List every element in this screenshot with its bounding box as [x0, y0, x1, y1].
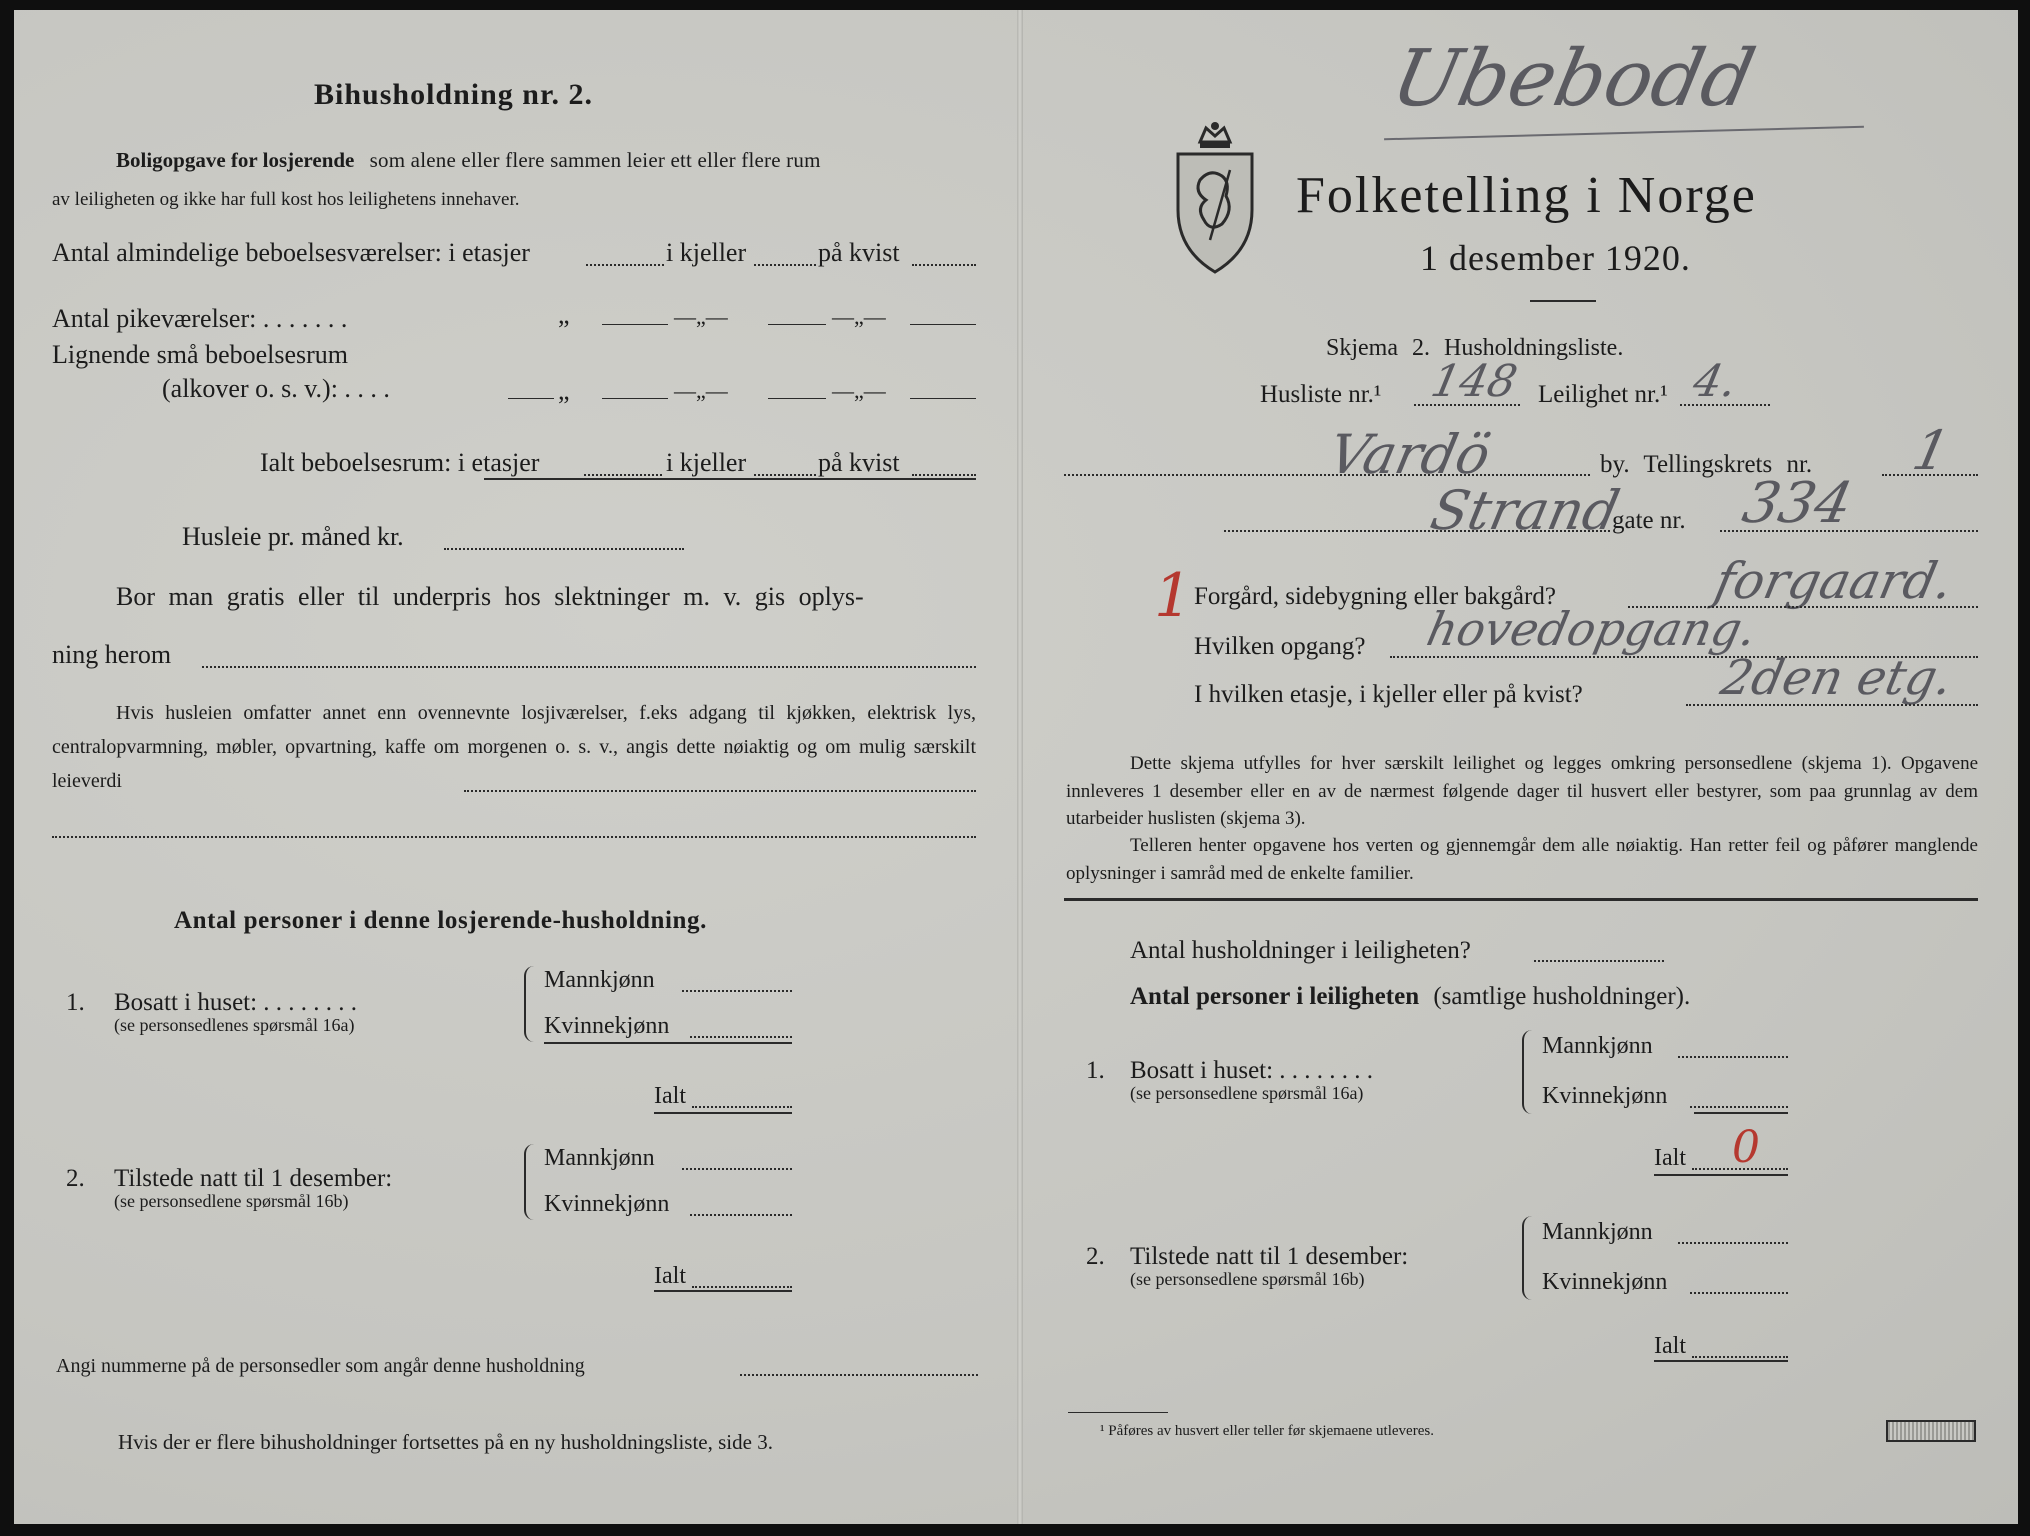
- left-q2-kvinne-label: Kvinnekjønn: [544, 1191, 670, 1217]
- gate-nr-field[interactable]: [1720, 530, 1978, 532]
- left-q1-label: Bosatt i huset: . . . . . . . .: [114, 989, 358, 1016]
- left-q1-ialt-label: Ialt: [654, 1083, 686, 1109]
- husliste-label: Husliste nr.¹: [1260, 381, 1382, 408]
- ubebodd-handwriting: Ubebodd: [1384, 34, 1763, 124]
- skjema-label: Skjema 2. Husholdningsliste.: [1326, 335, 1624, 361]
- left-q1-mann-label: Mannkjønn: [544, 967, 655, 993]
- left-q1-ialt-field[interactable]: [692, 1106, 792, 1108]
- rooms-kjeller-label: i kjeller: [666, 238, 747, 267]
- ialt-etasjer-field[interactable]: [584, 474, 662, 476]
- right-title: Folketelling i Norge: [1296, 167, 1757, 224]
- alkover-pre-field[interactable]: [508, 398, 554, 399]
- right-q1-mann-field[interactable]: [1678, 1056, 1788, 1058]
- right-q1-sub: (se personsedlene spørsmål 16a): [1130, 1083, 1364, 1103]
- opgang-label: Hvilken opgang?: [1194, 633, 1366, 660]
- page-fold: [1017, 10, 1023, 1524]
- left-q1-kvinne-label: Kvinnekjønn: [544, 1013, 670, 1039]
- left-q2-sub: (se personsedlene spørsmål 16b): [114, 1191, 349, 1211]
- intro-line-1: [116, 150, 821, 171]
- pike-ditto-3: —„—: [832, 304, 886, 329]
- left-q1-mann-field[interactable]: [682, 990, 792, 992]
- left-q2-mann-field[interactable]: [682, 1168, 792, 1170]
- ialt-beboelses-label: Ialt beboelsesrum: i etasjer: [260, 448, 540, 477]
- right-q1-ialt-label: Ialt: [1654, 1145, 1686, 1171]
- left-q2-ialt-underline: [654, 1290, 792, 1292]
- left-q1-brace: [524, 966, 538, 1042]
- antal-hush-field[interactable]: [1534, 960, 1664, 962]
- angi-field[interactable]: [740, 1374, 978, 1376]
- left-q2-kvinne-field[interactable]: [690, 1214, 792, 1216]
- footnote-rule: [1068, 1412, 1168, 1413]
- intro-line-2: av leiligheten og ikke har full kost hos leilighetens innehaver.: [52, 189, 520, 210]
- right-q1-underline: [1694, 1112, 1788, 1114]
- rooms-kvist-field[interactable]: [912, 264, 976, 266]
- red-pencil-mark: 1: [1154, 561, 1193, 631]
- left-q1-underline: [544, 1042, 792, 1044]
- right-q1-ialt-value: 0: [1732, 1122, 1760, 1173]
- rooms-etasjer-field[interactable]: [586, 264, 664, 266]
- leilighet-value: 4.: [1688, 356, 1742, 407]
- krets-value: 1: [1907, 419, 1956, 482]
- right-q1-brace: [1522, 1030, 1536, 1114]
- gate-value: Strand: [1425, 479, 1625, 542]
- alkover-ditto-1: „: [558, 376, 570, 405]
- antal-pers-rest: (samtlige husholdninger).: [1433, 983, 1691, 1010]
- left-q2-ialt-field[interactable]: [692, 1286, 792, 1288]
- left-q2-label: Tilstede natt til 1 desember:: [114, 1165, 393, 1192]
- pike-label: Antal pikeværelser: . . . . . . .: [52, 304, 348, 333]
- ialt-kvist-field[interactable]: [912, 474, 976, 476]
- right-q2-brace: [1522, 1216, 1536, 1300]
- right-q2-mann-field[interactable]: [1678, 1242, 1788, 1244]
- etasje-label: I hvilken etasje, i kjeller eller på kvist?: [1194, 681, 1583, 708]
- pike-ditto-1: „: [558, 300, 570, 329]
- right-q2-ialt-field[interactable]: [1692, 1356, 1788, 1358]
- alkover-etasjer-field[interactable]: [602, 398, 668, 399]
- right-q1-ialt-underline: [1654, 1174, 1788, 1176]
- left-q2-brace: [524, 1144, 538, 1220]
- right-q2-kvinne-field[interactable]: [1690, 1292, 1788, 1294]
- gratis-line-1: Bor man gratis eller til underpris hos slektninger m. v. gis oplys-: [116, 582, 864, 611]
- ialt-kvist-label: på kvist: [818, 448, 900, 477]
- leilighet-field[interactable]: [1680, 404, 1770, 406]
- right-q2-label: Tilstede natt til 1 desember:: [1130, 1243, 1409, 1270]
- extra-line-field[interactable]: [52, 836, 976, 838]
- pike-etasjer-field[interactable]: [602, 324, 668, 325]
- intro-rest: som alene eller flere sammen leier ett eller flere rum: [369, 148, 821, 172]
- forgaard-value: forgaard.: [1709, 552, 1959, 610]
- ialt-underline: [484, 478, 976, 480]
- pike-ditto-2: —„—: [674, 304, 728, 329]
- husleie-field[interactable]: [444, 548, 684, 550]
- rooms-label: Antal almindelige beboelsesværelser: i etasjer: [52, 238, 530, 267]
- left-title: Bihusholdning nr. 2.: [314, 78, 594, 111]
- gate-nr-value: 334: [1737, 471, 1858, 536]
- right-section-rule: [1064, 898, 1978, 901]
- right-q2-ialt-label: Ialt: [1654, 1333, 1686, 1359]
- husleie-label: Husleie pr. måned kr.: [182, 522, 404, 551]
- left-q2-number: 2.: [66, 1165, 85, 1192]
- rooms-kjeller-field[interactable]: [754, 264, 816, 266]
- alkover-label: (alkover o. s. v.): . . . .: [162, 374, 390, 403]
- gratis-line-2: ning herom: [52, 640, 172, 669]
- left-q1-sub: (se personsedlenes spørsmål 16a): [114, 1015, 355, 1035]
- by-krets-label: by. Tellingskrets nr.: [1600, 451, 1813, 478]
- alkover-kvist-field[interactable]: [910, 398, 976, 399]
- gate-field[interactable]: [1224, 530, 1610, 532]
- krets-field[interactable]: [1882, 474, 1978, 476]
- norwegian-coat-of-arms-icon: [1170, 120, 1260, 280]
- husliste-value: 148: [1426, 356, 1522, 407]
- left-q1-kvinne-field[interactable]: [690, 1036, 792, 1038]
- alkover-ditto-3: —„—: [832, 378, 886, 403]
- right-q2-sub: (se personsedlene spørsmål 16b): [1130, 1269, 1365, 1289]
- ialt-kjeller-field[interactable]: [754, 474, 816, 476]
- gratis-field[interactable]: [202, 666, 976, 668]
- lignende-label: Lignende små beboelsesrum: [52, 340, 349, 369]
- pike-kvist-field[interactable]: [910, 324, 976, 325]
- footnote: ¹ Påføres av husvert eller teller før skjemaene utleveres.: [1100, 1423, 1434, 1439]
- alkover-kjeller-field[interactable]: [768, 398, 826, 399]
- etasje-value: 2den etg.: [1716, 650, 1958, 706]
- right-q2-mann-label: Mannkjønn: [1542, 1219, 1653, 1245]
- left-q1-number: 1.: [66, 989, 85, 1016]
- antal-pers-heading: [1130, 984, 1690, 1009]
- rooms-kvist-label: på kvist: [818, 238, 900, 267]
- right-q1-label: Bosatt i huset: . . . . . . . .: [1130, 1057, 1374, 1084]
- hvis-flere-note: Hvis der er flere bihusholdninger fortsettes på en ny husholdningsliste, side 3.: [118, 1430, 773, 1454]
- right-q2-ialt-underline: [1654, 1360, 1788, 1362]
- right-q1-kvinne-field[interactable]: [1690, 1106, 1788, 1108]
- left-q2-ialt-label: Ialt: [654, 1263, 686, 1289]
- left-q2-mann-label: Mannkjønn: [544, 1145, 655, 1171]
- right-q1-mann-label: Mannkjønn: [1542, 1033, 1653, 1059]
- right-q1-ialt-field[interactable]: [1692, 1168, 1788, 1170]
- alkover-ditto-2: —„—: [674, 378, 728, 403]
- right-q1-kvinne-label: Kvinnekjønn: [1542, 1083, 1668, 1109]
- left-antal-heading: Antal personer i denne losjerende-husholdning.: [174, 907, 708, 934]
- etasje-field[interactable]: [1686, 704, 1978, 706]
- ubebodd-stroke: [1384, 126, 1864, 141]
- by-field[interactable]: [1064, 474, 1590, 476]
- left-q1-ialt-underline: [654, 1112, 792, 1114]
- antal-hush-label: Antal husholdninger i leiligheten?: [1130, 937, 1471, 964]
- antal-pers-bold: Antal personer i leiligheten: [1130, 983, 1420, 1010]
- by-value: Vardö: [1323, 423, 1496, 486]
- opgang-value: hovedopgang.: [1422, 602, 1762, 656]
- hvis-paragraph: Hvis husleien omfatter annet enn ovennevnte losjiværelser, f.eks adgang til kjøkken, elektrisk lys, centralopvarmning, møbler, opvartning, kaffe om morgenen o. s. v., angis dette nøiaktig og om mulig særskilt leieverdi: [52, 702, 976, 792]
- printer-stamp: [1886, 1420, 1976, 1442]
- instruction-paragraph: Dette skjema utfylles for hver særskilt leilighet og legges omkring personsedlene (skjema 1). Opgavene innleveres 1 desember eller en av de nærmest følgende dager til husvert eller bestyrer, som paa grunnlag av dem utarbeider huslisten (skjema 3).: [1066, 753, 1978, 830]
- leilighet-label: Leilighet nr.¹: [1538, 381, 1668, 408]
- right-q1-number: 1.: [1086, 1057, 1105, 1084]
- title-rule: [1530, 300, 1596, 302]
- husliste-field[interactable]: [1414, 404, 1520, 406]
- intro-bold: Boligopgave for losjerende: [116, 148, 355, 172]
- ialt-kjeller-label: i kjeller: [666, 448, 747, 477]
- pike-kjeller-field[interactable]: [768, 324, 826, 325]
- gate-label: gate nr.: [1612, 507, 1686, 534]
- right-date: 1 desember 1920.: [1420, 238, 1691, 278]
- right-q2-kvinne-label: Kvinnekjønn: [1542, 1269, 1668, 1295]
- angi-label: Angi nummerne på de personsedler som angår denne husholdning: [56, 1355, 585, 1377]
- census-form-sheet: [14, 10, 2018, 1524]
- leieverdi-field[interactable]: [464, 790, 976, 792]
- instruction-paragraph-2: Telleren henter opgavene hos verten og gjennemgår dem alle nøiaktig. Han retter feil og påfører manglende oplysninger i samråd med de enkelte familier.: [1066, 835, 1978, 884]
- right-q2-number: 2.: [1086, 1243, 1105, 1270]
- forgaard-label: Forgård, sidebygning eller bakgård?: [1194, 583, 1556, 610]
